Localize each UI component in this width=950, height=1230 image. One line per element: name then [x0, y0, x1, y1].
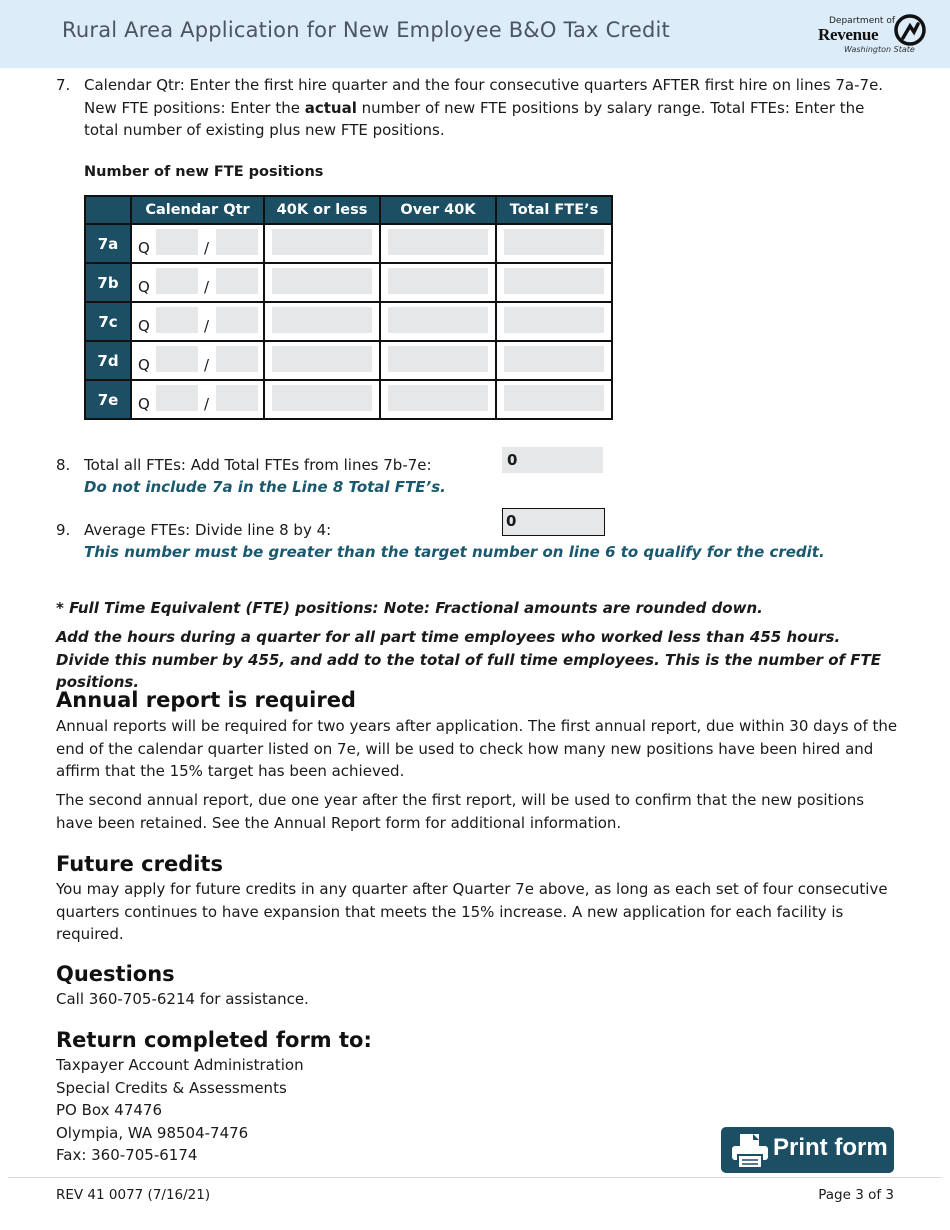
calendar-qtr-cell [131, 341, 264, 380]
questions-heading: Questions [56, 962, 175, 986]
fte-note-line1: * Full Time Equivalent (FTE) positions: Note: Fractional amounts are rounded down. [56, 599, 763, 617]
40k-or-less-input[interactable] [272, 307, 372, 333]
slash-separator: / [204, 356, 210, 374]
questions-paragraph: Call 360-705-6214 for assistance. [56, 990, 309, 1008]
over-40k-input[interactable] [388, 229, 488, 255]
calendar-qtr-cell [131, 380, 264, 419]
total-ftes-cell [496, 263, 612, 302]
header-blank [85, 196, 131, 224]
header-calendar-qtr: Calendar Qtr [131, 196, 264, 224]
header-over-40k: Over 40K [380, 196, 496, 224]
total-ftes-cell [496, 302, 612, 341]
total-ftes-input[interactable] [504, 229, 604, 255]
table-caption: Number of new FTE positions [84, 164, 324, 180]
over-40k-input[interactable] [388, 268, 488, 294]
row-label: 7c [85, 302, 131, 341]
return-heading: Return completed form to: [56, 1028, 372, 1052]
quarter-input[interactable] [156, 229, 198, 255]
item7-text-a: Calendar Qtr: Enter the first hire quarter and the four consecutive quarters AFTER first hire on lines 7a-7e. New FTE positions: Enter the [84, 76, 884, 117]
future-heading: Future credits [56, 852, 223, 876]
over-40k-cell [380, 341, 496, 380]
calendar-qtr-cell [131, 224, 264, 263]
over-40k-input[interactable] [388, 307, 488, 333]
print-form-button[interactable] [721, 1127, 894, 1173]
return-line-3: PO Box 47476 [56, 1101, 162, 1119]
40k-or-less-input[interactable] [272, 229, 372, 255]
year-input[interactable] [216, 346, 258, 372]
year-input[interactable] [216, 307, 258, 333]
page-header [0, 0, 950, 68]
40k-or-less-cell [264, 302, 380, 341]
item7-instructions [84, 74, 896, 142]
year-input[interactable] [216, 268, 258, 294]
40k-or-less-input[interactable] [272, 346, 372, 372]
logo-state-text: Washington State [844, 45, 915, 54]
slash-separator: / [204, 278, 210, 296]
slash-separator: / [204, 239, 210, 257]
table-row [85, 341, 612, 380]
over-40k-cell [380, 302, 496, 341]
40k-or-less-cell [264, 224, 380, 263]
40k-or-less-cell [264, 380, 380, 419]
slash-separator: / [204, 317, 210, 335]
item8-number: 8. [56, 456, 71, 474]
row-label: 7b [85, 263, 131, 302]
average-ftes-field[interactable]: 0 [502, 508, 605, 536]
over-40k-input[interactable] [388, 385, 488, 411]
fte-note-line2: Add the hours during a quarter for all part time employees who worked less than 455 hours. Divide this number by 455, and add to the total of full time employees. This is the number of FTE positions. [56, 628, 882, 691]
over-40k-cell [380, 380, 496, 419]
item7-text-b: number of new FTE positions by salary range. Total FTEs: Enter the total number of existing plus new FTE positions. [84, 98, 865, 139]
total-ftes-cell [496, 380, 612, 419]
row-label: 7a [85, 224, 131, 263]
return-line-2: Special Credits & Assessments [56, 1079, 287, 1097]
footer-divider [8, 1177, 942, 1178]
q-letter: Q [138, 239, 150, 257]
item7-number: 7. [56, 76, 71, 94]
table-row [85, 380, 612, 419]
logo-revenue-text: Revenue [818, 25, 879, 44]
row-label: 7e [85, 380, 131, 419]
form-title: Rural Area Application for New Employee B&O Tax Credit [62, 18, 670, 42]
return-line-5: Fax: 360-705-6174 [56, 1146, 198, 1164]
logo-swirl-icon [894, 14, 926, 46]
table-row [85, 224, 612, 263]
q-letter: Q [138, 395, 150, 413]
total-ftes-cell [496, 341, 612, 380]
item8-note: Do not include 7a in the Line 8 Total FTE’s. [84, 478, 446, 496]
logo-dept-text: Department of [829, 16, 895, 26]
total-ftes-input[interactable] [504, 307, 604, 333]
quarter-input[interactable] [156, 385, 198, 411]
q-letter: Q [138, 356, 150, 374]
quarter-input[interactable] [156, 307, 198, 333]
header-40k-or-less: 40K or less [264, 196, 380, 224]
40k-or-less-input[interactable] [272, 385, 372, 411]
future-paragraph: You may apply for future credits in any quarter after Quarter 7e above, as long as each set of four consecutive quarters continues to have expansion that meets the 15% increase. A new application for each facility is required. [56, 880, 888, 943]
over-40k-cell [380, 224, 496, 263]
total-ftes-field[interactable]: 0 [502, 447, 603, 473]
table-row [85, 263, 612, 302]
year-input[interactable] [216, 385, 258, 411]
header-total-ftes: Total FTE’s [496, 196, 612, 224]
form-id: REV 41 0077 (7/16/21) [56, 1187, 211, 1203]
q-letter: Q [138, 317, 150, 335]
printer-icon [731, 1133, 769, 1169]
q-letter: Q [138, 278, 150, 296]
annual-paragraph-1: Annual reports will be required for two years after application. The first annual report, due within 30 days of the end of the calendar quarter listed on 7e, will be used to check how many new positions have been hired and affirm that the 15% target has been achieved. [56, 717, 898, 780]
annual-heading: Annual report is required [56, 688, 356, 712]
fte-table [84, 195, 613, 420]
item9-text: Average FTEs: Divide line 8 by 4: [84, 521, 332, 539]
quarter-input[interactable] [156, 346, 198, 372]
total-ftes-input[interactable] [504, 268, 604, 294]
slash-separator: / [204, 395, 210, 413]
table-row [85, 302, 612, 341]
page-number: Page 3 of 3 [818, 1187, 894, 1203]
item7-bold: actual [304, 98, 357, 117]
40k-or-less-cell [264, 341, 380, 380]
calendar-qtr-cell [131, 263, 264, 302]
annual-paragraph-2: The second annual report, due one year after the first report, will be used to confirm that the new positions have been retained. See the Annual Report form for additional information. [56, 791, 865, 832]
row-label: 7d [85, 341, 131, 380]
40k-or-less-cell [264, 263, 380, 302]
over-40k-input[interactable] [388, 346, 488, 372]
40k-or-less-input[interactable] [272, 268, 372, 294]
dor-logo [818, 14, 928, 58]
item9-note: This number must be greater than the target number on line 6 to qualify for the credit. [84, 543, 825, 561]
return-line-1: Taxpayer Account Administration [56, 1056, 304, 1074]
item8-text: Total all FTEs: Add Total FTEs from lines 7b-7e: [84, 456, 432, 474]
year-input[interactable] [216, 229, 258, 255]
total-ftes-input[interactable] [504, 385, 604, 411]
print-form-label: Print form [773, 1134, 888, 1161]
calendar-qtr-cell [131, 302, 264, 341]
item9-number: 9. [56, 521, 71, 539]
return-line-4: Olympia, WA 98504-7476 [56, 1124, 249, 1142]
quarter-input[interactable] [156, 268, 198, 294]
table-header-row [85, 196, 612, 224]
total-ftes-cell [496, 224, 612, 263]
over-40k-cell [380, 263, 496, 302]
total-ftes-input[interactable] [504, 346, 604, 372]
